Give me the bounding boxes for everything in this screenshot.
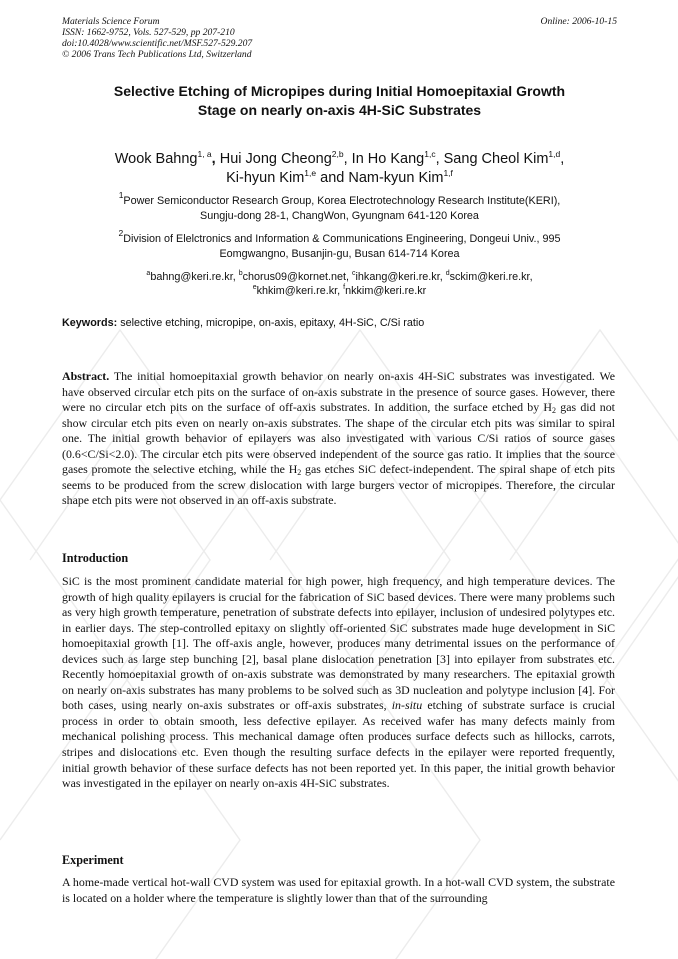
doi-line: doi:10.4028/www.scientific.net/MSF.527-529.207	[62, 38, 253, 49]
author-sep: ,	[211, 151, 220, 167]
email-sup: a	[146, 270, 151, 277]
keywords-label: Keywords:	[62, 317, 118, 329]
email-address[interactable]: ihkang@keri.re.kr	[355, 271, 440, 283]
subscript-2: 2	[552, 406, 556, 416]
email-sup: d	[445, 270, 450, 277]
author-name: Ki-hyun Kim	[226, 170, 305, 186]
affiliation-1	[62, 190, 617, 223]
abstract-text: The initial homoepitaxial growth behavior on nearly on-axis 4H-SiC substrates was investigated. We have observed circular etch pits on the surface of on-axis substrate in the presence of source gases. However, there were no circular etch pits on the surface of off-axis substrates. In addition, the surface etched by H	[62, 369, 615, 415]
introduction-paragraph	[62, 574, 615, 792]
experiment-paragraph: A home-made vertical hot-wall CVD system was used for epitaxial growth. In a hot-wall CVD system, the substrate is located on a holder where the temperature is slightly lower than that of the surrounding	[62, 875, 615, 905]
email-sup: c	[352, 270, 356, 277]
email-address[interactable]: sckim@keri.re.kr	[449, 271, 530, 283]
email-address[interactable]: chorus09@kornet.net	[242, 271, 347, 283]
author-line-1	[62, 150, 617, 169]
issn-line: ISSN: 1662-9752, Vols. 527-529, pp 207-210	[62, 27, 235, 38]
email-sup: b	[238, 270, 243, 277]
email-address[interactable]: nkkim@keri.re.kr	[345, 285, 427, 297]
keywords-text: selective etching, micropipe, on-axis, epitaxy, 4H-SiC, C/Si ratio	[120, 317, 425, 329]
author-name: Wook Bahng	[114, 151, 198, 167]
introduction-heading: Introduction	[62, 551, 129, 565]
introduction-text: SiC is the most prominent candidate material for high power, high frequency, and high temperature devices. The growth of high quality epilayers is crucial for the fabrication of SiC based devices. There were many problems such as very high growth temperature, penetration of substrate defects into epilayer, inclusion of undesired polytypes etc. in earlier days. The step-controlled epitaxy on slightly off-oriented SiC substrates made huge development in SiC homoepitaxial growth [1]. The off-axis angle, however, produces many detrimental issues on the performance of devices such as large step bunching [2], basal plane dislocation penetration [3] into epilayer from substrates etc. Recently homoepitaxial growth of on-axis substrate was demonstrated by many researchers. The epitaxial growth on nearly on-axis substrates has many problems to be solved such as 3D nucleation and polytype inclusion [4]. For both cases, using nearly on-axis substrates or off-axis substrates,	[62, 574, 615, 713]
affiliation-line: Power Semiconductor Research Group, Korea Electrotechnology Research Institute(KERI),	[123, 195, 561, 207]
abstract-label: Abstract.	[62, 369, 110, 383]
email-address[interactable]: khkim@keri.re.kr	[256, 285, 338, 297]
email-sup: e	[252, 284, 257, 291]
author-sup: 1, a	[197, 149, 212, 159]
title-line-2: Stage on nearly on-axis 4H-SiC Substrates	[197, 102, 482, 118]
introduction-italic: in-situ	[391, 698, 423, 713]
author-sep: and	[316, 170, 349, 186]
author-name: Hui Jong Cheong	[219, 151, 332, 167]
title-line-1: Selective Etching of Micropipes during Initial Homoepitaxial Growth	[113, 83, 566, 99]
journal-name: Materials Science Forum	[62, 16, 160, 27]
online-date: Online: 2006-10-15	[540, 16, 617, 27]
affiliation-line: Sungju-dong 28-1, ChangWon, Gyungnam 641-120 Korea	[200, 209, 479, 222]
email-address[interactable]: bahng@keri.re.kr	[150, 271, 233, 283]
affiliation-2	[62, 228, 617, 261]
journal-header	[62, 16, 617, 60]
email-list: $^a$bahng@keri.re.kr, $^b$chorus09@kornet.net, $^c$ihkang@keri.re.kr, $^d$sckim@keri.re.kr, $^e$khkim@keri.re.kr, $^f$nkkim@keri.re.kr	[146, 270, 533, 297]
author-sup: 1,f	[443, 168, 453, 178]
email-sup: f	[343, 284, 346, 291]
introduction-text: etching of substrate surface is crucial process in order to obtain smooth, less defective epilayer. As received wafer has many defects mainly from mechanical polishing process. This mechanical damage often produces surface defects such as hillocks, carrots, stripes and dislocations etc. Even though the resulting surface defects in the epilayer were reported frequently, initial growth behavior of these surface defects has not been reported yet. In this paper, the initial growth behavior was investigated in the epilayer on nearly on-axis 4H-SiC substrates.	[62, 698, 615, 791]
author-sep: ,	[435, 151, 444, 167]
author-sup: 1,e	[304, 168, 317, 178]
author-name: In Ho Kang	[351, 151, 425, 167]
copyright-line: © 2006 Trans Tech Publications Ltd, Switzerland	[62, 49, 252, 60]
author-sup: 1,d	[548, 149, 561, 159]
author-line-2	[62, 169, 617, 188]
author-sup: 1,c	[424, 149, 436, 159]
author-sep: ,	[560, 151, 565, 167]
author-sup: 2,b	[331, 149, 344, 159]
keywords	[62, 317, 617, 329]
abstract-paragraph	[62, 369, 615, 509]
author-name: Sang Cheol Kim	[443, 151, 549, 167]
affiliation-sup: 1	[118, 190, 124, 200]
affiliation-line: Division of Elelctronics and Information & Communications Engineering, Dongeui Univ., 995	[123, 233, 561, 245]
paper-title	[62, 82, 617, 120]
author-sep: ,	[343, 151, 352, 167]
abstract-text: gas etches SiC defect-independent. The spiral shape of etch pits seems to be produced from the screw dislocation with large burgers vector of micropipes. Therefore, the circular shape etch pits were not observed in an off-axis substrate.	[62, 462, 615, 508]
affiliation-line: Eomgwangno, Busanjin-gu, Busan 614-714 Korea	[219, 247, 460, 260]
affiliation-sup: 2	[118, 228, 124, 238]
abstract-text: gas did not show circular etch pits even on nearly on-axis substrates. The shape of the circular etch pits was similar to spiral one. The initial growth behavior of epilayers was also investigated with various C/Si ratios of source gases (0.6<C/Si<2.0). The circular etch pits were observed independent of the source gas ratio. It implies that the source gases promote the selective etching, while the H	[62, 400, 615, 477]
author-list	[62, 150, 617, 188]
subscript-2: 2	[297, 468, 302, 478]
author-name: Nam-kyun Kim	[348, 170, 444, 186]
experiment-heading: Experiment	[62, 853, 124, 867]
